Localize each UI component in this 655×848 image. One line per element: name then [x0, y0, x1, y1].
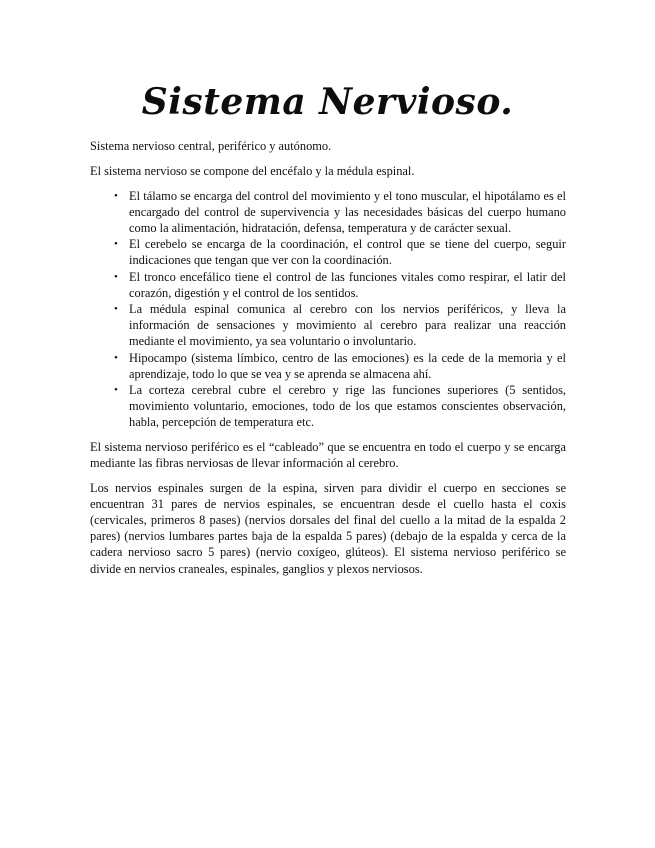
bullet-item-hipocampo [90, 350, 566, 382]
bullet-icon: • [114, 238, 118, 251]
bullet-icon: • [114, 189, 118, 202]
intro-line-1: Sistema nervioso central, periférico y autónomo. [90, 139, 332, 153]
bullet-list [90, 188, 566, 431]
bullet-item-talamo [90, 188, 566, 237]
bullet-item-medula-espinal [90, 301, 566, 350]
bullet-text: La corteza cerebral cubre el cerebro y rige las funciones superiores (5 sentidos, movimiento voluntario, emociones, todo de los que estamos conscientes observación, habla, percepción de temperatura etc. [129, 383, 566, 430]
bullet-item-corteza-cerebral [90, 382, 566, 431]
bullet-text: La médula espinal comunica al cerebro con los nervios periféricos, y lleva la información de sensaciones y movimiento al cerebro para realizar una reacción mediante el movimiento, ya sea voluntario o involuntario. [129, 302, 566, 349]
bullet-text: El cerebelo se encarga de la coordinación, el control que se tiene del cuerpo, seguir indicaciones que tengan que ver con la coordinación. [129, 237, 566, 268]
bullet-text: El tálamo se encarga del control del movimiento y el tono muscular, el hipotálamo es el encargado del control de supervivencia y las necesidades básicas del cuerpo humano como la alimentación, hidratación, defensa, temperatura y de carácter sexual. [129, 188, 566, 235]
document-body [90, 138, 566, 585]
paragraph-nervios-espinales: Los nervios espinales surgen de la espina, sirven para dividir el cuerpo en secciones se encuentran 31 pares de nervios espinales, se encuentran desde el cuello hasta el coxis (cervicales, primeros 8 pases) (nervios dorsales del final del cuello a la mitad de la espalda 2 pares) (nervios lumbares partes baja de la espalda 5 pares) (debajo de la espalda y cerca de la cadera nervioso sacro 5 pares) (nervio coxígeo, glúteos). El sistema nervioso periférico se divide en nervios craneales, espinales, ganglios y plexos nerviosos. [90, 480, 566, 576]
bullet-item-cerebelo [90, 236, 566, 268]
paragraph-sistema-periferico: El sistema nervioso periférico es el “cableado” que se encuentra en todo el cuerpo y se encarga mediante las fibras nerviosas de llevar información al cerebro. [90, 439, 566, 470]
bullet-item-tronco-encefalico [90, 269, 566, 301]
bullet-icon: • [114, 270, 118, 283]
bullet-text: Hipocampo (sistema límbico, centro de las emociones) es la cede de la memoria y el aprendizaje, todo lo que se vea y se aprenda se almacena ahí. [129, 350, 566, 381]
intro-line-2: El sistema nervioso se compone del encéfalo y la médula espinal. [90, 163, 415, 178]
bullet-icon: • [114, 384, 118, 397]
bullet-text: El tronco encefálico tiene el control de las funciones vitales como respirar, el latir del corazón, digestión y el control de los sentidos. [129, 269, 566, 300]
bullet-icon: • [114, 351, 118, 364]
bullet-icon: • [114, 303, 118, 316]
document-title: Sistema Nervioso. [141, 81, 514, 123]
